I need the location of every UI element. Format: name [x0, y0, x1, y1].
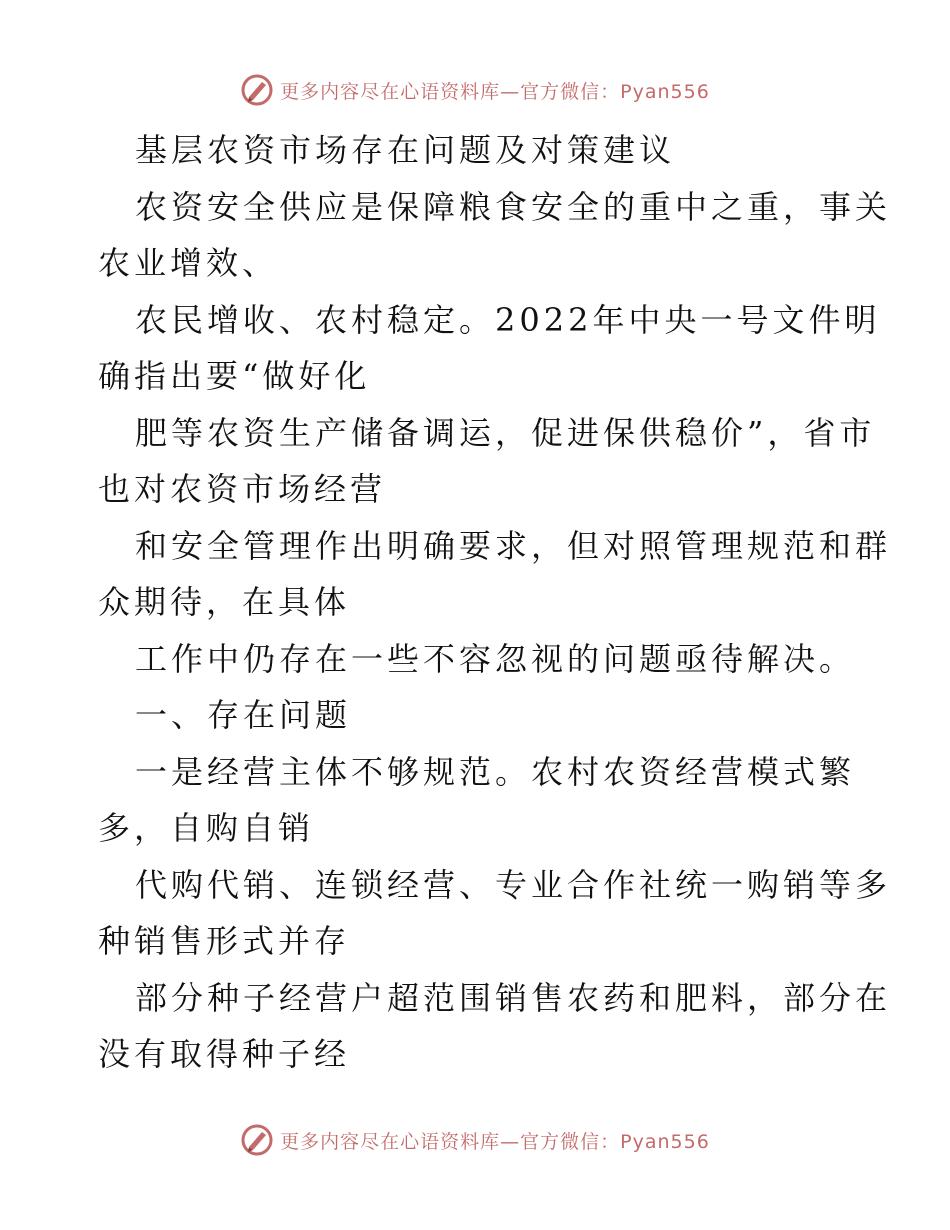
doc-line-3: 农业增效、: [98, 244, 279, 282]
doc-line-16: 部分种子经营户超范围销售农药和肥料，部分在: [135, 978, 892, 1017]
doc-line-11: 一、存在问题: [135, 696, 352, 734]
doc-line-5: 确指出要“做好化: [98, 357, 371, 395]
watermark-text: 更多内容尽在心语资料库—官方微信：Pyan556: [280, 80, 710, 103]
header-watermark: [0, 70, 950, 110]
pen-logo-icon: [240, 1123, 274, 1157]
doc-line-17: 没有取得种子经: [98, 1035, 351, 1073]
doc-line-14: 代购代销、连锁经营、专业合作社统一购销等多: [135, 865, 892, 904]
document-body: [98, 122, 892, 1083]
footer-watermark: [0, 1120, 950, 1160]
doc-line-15: 种销售形式并存: [98, 922, 351, 960]
doc-line-6: 肥等农资生产储备调运，促进保供稳价”，省市: [135, 413, 876, 452]
doc-line-8: 和安全管理作出明确要求，但对照管理规范和群: [135, 526, 892, 565]
doc-line-2: 农资安全供应是保障粮食安全的重中之重，事关: [135, 187, 892, 226]
doc-line-7: 也对农资市场经营: [98, 470, 387, 508]
watermark-text: 更多内容尽在心语资料库—官方微信：Pyan556: [280, 1130, 710, 1153]
pen-logo-icon: [240, 73, 274, 107]
doc-line-10: 工作中仍存在一些不容忽视的问题亟待解决。: [135, 639, 856, 678]
doc-line-9: 众期待，在具体: [98, 583, 351, 621]
doc-line-12: 一是经营主体不够规范。农村农资经营模式繁: [135, 752, 856, 791]
doc-line-13: 多，自购自销: [98, 809, 315, 847]
doc-line-4: 农民增收、农村稳定。2022年中央一号文件明: [135, 300, 881, 339]
doc-line-1: 基层农资市场存在问题及对策建议: [135, 131, 676, 169]
